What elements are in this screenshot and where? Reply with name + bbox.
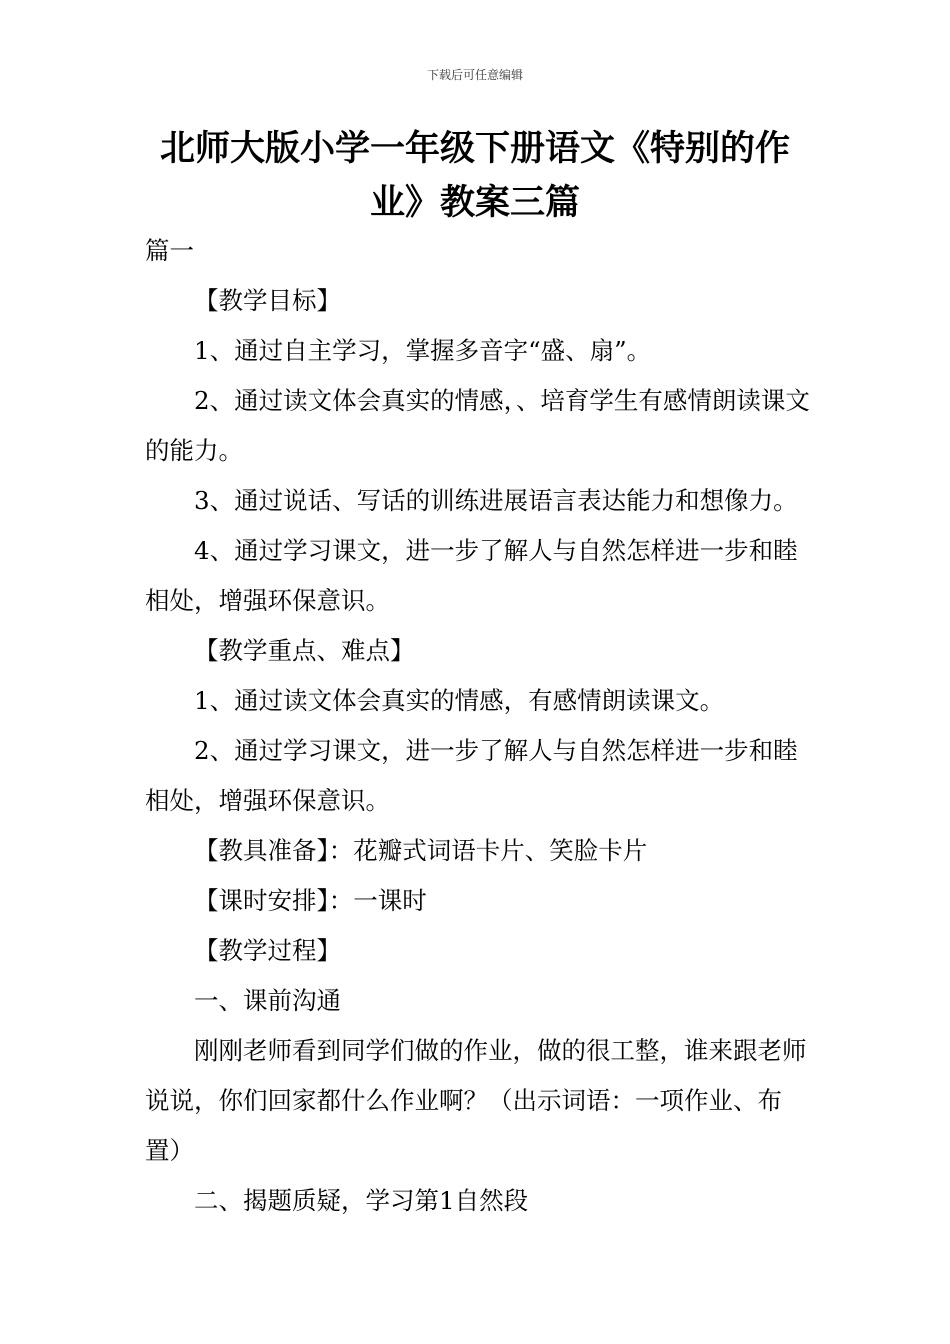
key-point-item-1: 1、通过读文体会真实的情感，有感情朗读课文。 <box>194 686 725 715</box>
process-step-2: 二、揭题质疑，学习第1自然段 <box>194 1186 529 1215</box>
document-title: 北师大版小学一年级下册语文《特别的作业》教案三篇 <box>159 129 790 223</box>
section-label: 篇一 <box>145 236 194 265</box>
heading-teaching-goals: 【教学目标】 <box>194 286 341 315</box>
key-point-item-2: 2、通过学习课文，进一步了解人与自然怎样进一步和睦相处，增强环保意识。 <box>145 736 798 815</box>
goal-item-2: 2、通过读文体会真实的情感，、培育学生有感情朗读课文的能力。 <box>145 386 810 465</box>
heading-key-points: 【教学重点、难点】 <box>194 636 415 665</box>
teaching-materials: 【教具准备】：花瓣式词语卡片、笑脸卡片 <box>194 836 648 865</box>
document-body <box>145 226 810 1226</box>
process-step-1: 一、课前沟通 <box>194 986 341 1015</box>
goal-item-4: 4、通过学习课文，进一步了解人与自然怎样进一步和睦相处，增强环保意识。 <box>145 536 798 615</box>
page-header: 下载后可任意编辑 <box>426 68 523 82</box>
goal-item-3: 3、通过说话、写话的训练进展语言表达能力和想像力。 <box>194 486 798 515</box>
goal-item-1: 1、通过自主学习，掌握多音字“盛、扇”。 <box>194 336 652 365</box>
process-step-1-text: 刚刚老师看到同学们做的作业，做的很工整，谁来跟老师说说，你们回家都什么作业啊？（出示词语：一项作业、布置） <box>145 1036 807 1165</box>
class-schedule: 【课时安排】：一课时 <box>194 886 427 915</box>
heading-teaching-process: 【教学过程】 <box>194 936 341 965</box>
